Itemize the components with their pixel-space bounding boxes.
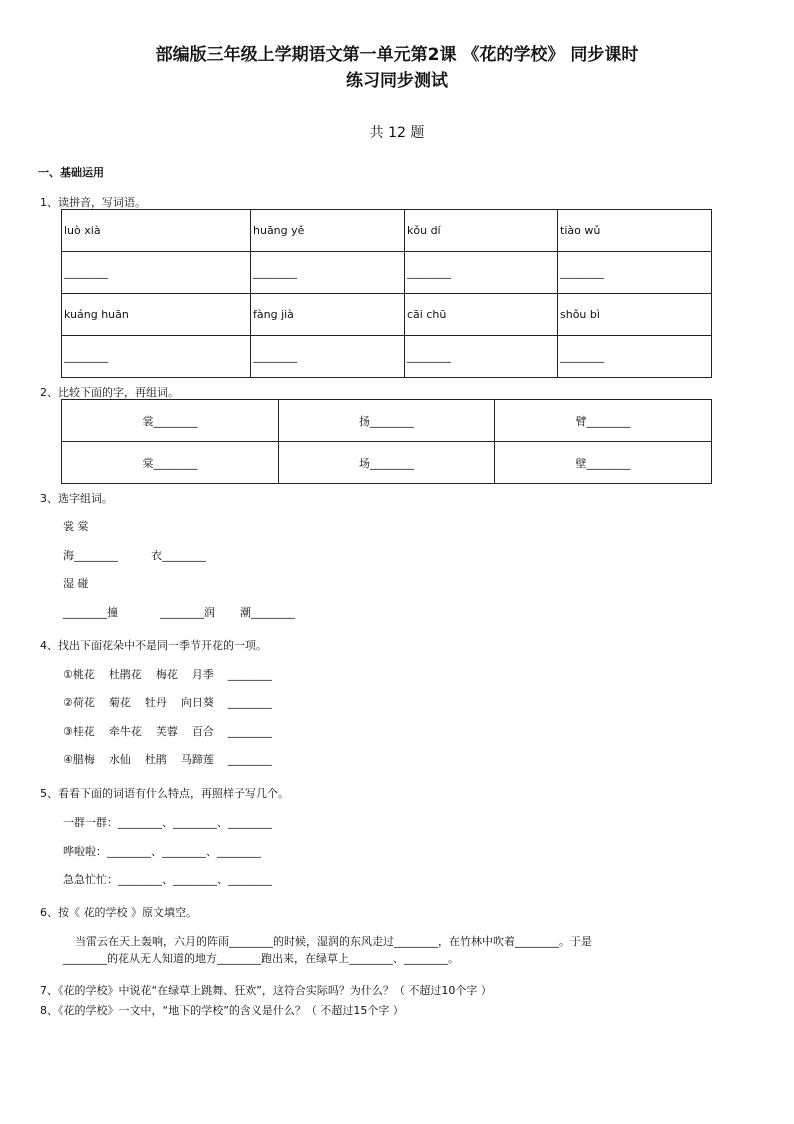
page-title-line1: 部编版三年级上学期语文第一单元第2课 《花的学校》 同步课时 [155, 45, 639, 65]
pinyin-row [62, 294, 712, 336]
compare-cell[interactable]: 壁________ [495, 442, 712, 484]
answer-blank[interactable]: ________ [405, 252, 558, 294]
answer-blank[interactable]: ________ [558, 252, 712, 294]
compare-row [62, 400, 712, 442]
fill-blank[interactable]: 一群一群：________、________、________ [63, 816, 272, 829]
compare-row [62, 442, 712, 484]
q1-prompt: 1、读拼音，写词语。 [40, 196, 146, 209]
answer-blank[interactable]: ________ [405, 336, 558, 378]
pinyin-cell: huāng yě [251, 210, 405, 252]
compare-table [61, 399, 712, 484]
option-item[interactable]: ②荷花 菊花 牡丹 向日葵 ________ [63, 696, 272, 709]
option-item[interactable]: ③桂花 牵牛花 芙蓉 百合 ________ [63, 725, 272, 738]
answer-blank[interactable]: ________ [62, 252, 251, 294]
fill-blank[interactable]: 衣________ [151, 549, 206, 562]
pinyin-cell: luò xià [62, 210, 251, 252]
question-count: 共 12 题 [369, 125, 425, 141]
answer-blank[interactable]: ________ [558, 336, 712, 378]
q2-prompt: 2、比较下面的字，再组词。 [40, 386, 179, 399]
compare-cell[interactable]: 裳________ [62, 400, 279, 442]
answer-row [62, 252, 712, 294]
passage-line[interactable]: ________的花从无人知道的地方________跑出来，在绿草上________、________。 [63, 952, 459, 965]
compare-cell[interactable]: 臂________ [495, 400, 712, 442]
section-title: 一、基础运用 [38, 166, 104, 179]
pinyin-table [61, 209, 712, 378]
pinyin-cell: tiào wǔ [558, 210, 712, 252]
fill-blank[interactable]: 潮________ [240, 606, 295, 619]
compare-cell[interactable]: 场________ [279, 442, 495, 484]
char-choice: 湿 碰 [63, 577, 89, 590]
q5-prompt: 5、看看下面的词语有什么特点，再照样子写几个。 [40, 787, 289, 800]
fill-blank[interactable]: ________润 [160, 606, 215, 619]
q3-prompt: 3、选字组词。 [40, 492, 113, 505]
q6-prompt: 6、按《 花的学校 》原文填空。 [40, 906, 197, 919]
fill-blank[interactable]: 急急忙忙：________、________、________ [63, 873, 272, 886]
compare-cell[interactable]: 扬________ [279, 400, 495, 442]
fill-blank[interactable]: ________撞 [63, 606, 118, 619]
pinyin-cell: cāi chū [405, 294, 558, 336]
pinyin-cell: kuáng huān [62, 294, 251, 336]
passage-line[interactable]: 当雷云在天上轰响，六月的阵雨________的时候，湿润的东风走过________，在竹林中吹着________。于是 [75, 935, 592, 948]
q4-prompt: 4、找出下面花朵中不是同一季节开花的一项。 [40, 639, 267, 652]
fill-blank[interactable]: 海________ [63, 549, 118, 562]
pinyin-cell: kǒu dí [405, 210, 558, 252]
pinyin-cell: fàng jià [251, 294, 405, 336]
char-choice: 裳 棠 [63, 520, 89, 533]
fill-blank[interactable]: 哗啦啦：________、________、________ [63, 845, 261, 858]
q7-prompt: 7、《花的学校》中说花“在绿草上跳舞、狂欢”，这符合实际吗？为什么？（ 不超过10个字 ） [40, 984, 492, 997]
answer-blank[interactable]: ________ [62, 336, 251, 378]
pinyin-row [62, 210, 712, 252]
answer-blank[interactable]: ________ [251, 252, 405, 294]
option-item[interactable]: ①桃花 杜鹃花 梅花 月季 ________ [63, 668, 272, 681]
compare-cell[interactable]: 棠________ [62, 442, 279, 484]
q8-prompt: 8、《花的学校》一文中，“地下的学校”的含义是什么？（ 不超过15个字 ） [40, 1004, 404, 1017]
answer-blank[interactable]: ________ [251, 336, 405, 378]
pinyin-cell: shǒu bì [558, 294, 712, 336]
page-title-line2: 练习同步测试 [346, 71, 448, 91]
option-item[interactable]: ④腊梅 水仙 杜鹃 马蹄莲 ________ [63, 753, 272, 766]
answer-row [62, 336, 712, 378]
